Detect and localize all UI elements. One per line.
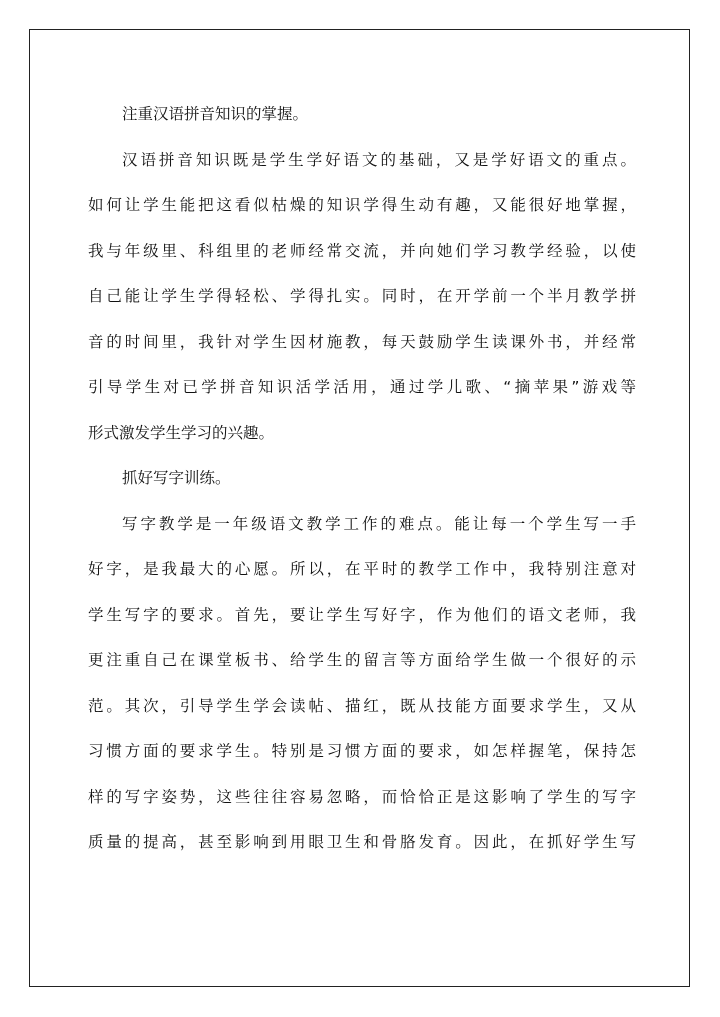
document-body <box>88 92 636 866</box>
paragraph-line: 好字，是我最大的心愿。所以，在平时的教学工作中，我特别注意对 <box>88 560 636 578</box>
paragraph-line: 形式激发学生学习的兴趣。 <box>88 423 275 442</box>
paragraph-line: 样的写字姿势，这些往往容易忽略，而恰恰正是这影响了学生的写字 <box>88 787 636 806</box>
paragraph-line: 自己能让学生学得轻松、学得扎实。同时，在开学前一个半月教学拼 <box>88 287 636 305</box>
section-heading-writing: 抓好写字训练。 <box>122 469 231 487</box>
paragraph-line: 如何让学生能把这看似枯燥的知识学得生动有趣，又能很好地掌握， <box>88 196 636 214</box>
paragraph-line: 汉语拼音知识既是学生学好语文的基础，又是学好语文的重点。 <box>122 150 636 169</box>
paragraph-line: 学生写字的要求。首先，要让学生写好字，作为他们的语文老师，我 <box>88 605 636 624</box>
paragraph-line: 音的时间里，我针对学生因材施教，每天鼓励学生读课外书，并经常 <box>88 332 636 351</box>
section-heading-pinyin: 注重汉语拼音知识的掌握。 <box>122 105 309 123</box>
paragraph-line: 我与年级里、科组里的老师经常交流，并向她们学习教学经验，以使 <box>88 241 636 260</box>
paragraph-line: 范。其次，引导学生学会读帖、描红，既从技能方面要求学生，又从 <box>88 696 636 715</box>
paragraph-line: 更注重自己在课堂板书、给学生的留言等方面给学生做一个很好的示 <box>88 651 636 669</box>
paragraph-line: 质量的提高，甚至影响到用眼卫生和骨胳发育。因此，在抓好学生写 <box>88 833 636 851</box>
paragraph-line: 习惯方面的要求学生。特别是习惯方面的要求，如怎样握笔，保持怎 <box>88 742 636 760</box>
paragraph-line: 引导学生对已学拼音知识活学活用，通过学儿歌、“摘苹果”游戏等 <box>88 378 636 396</box>
paragraph-line: 写字教学是一年级语文教学工作的难点。能让每一个学生写一手 <box>122 514 636 533</box>
